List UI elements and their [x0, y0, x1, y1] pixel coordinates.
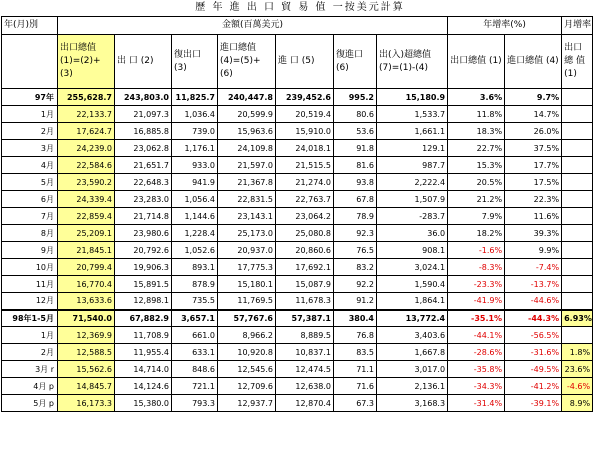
table-cell: 26.0%: [505, 123, 562, 140]
table-cell: [562, 225, 593, 242]
table-cell: 21.2%: [448, 191, 505, 208]
table-cell: 67,882.9: [115, 310, 172, 327]
table-cell: 878.9: [172, 276, 218, 293]
table-row: [2, 174, 593, 191]
table-cell: 81.6: [334, 157, 377, 174]
table-cell: 21,274.0: [276, 174, 334, 191]
table-cell: 23,062.8: [115, 140, 172, 157]
table-cell: 8,889.5: [276, 327, 334, 344]
table-cell: 129.1: [377, 140, 448, 157]
row-label: 8月: [2, 225, 58, 242]
table-cell: 15,891.5: [115, 276, 172, 293]
table-cell: 8.9%: [562, 395, 593, 412]
table-cell: 908.1: [377, 242, 448, 259]
table-cell: 11.8%: [448, 106, 505, 123]
table-cell: 83.5: [334, 344, 377, 361]
row-label: 5月: [2, 174, 58, 191]
table-cell: 15,180.1: [218, 276, 276, 293]
table-cell: [562, 242, 593, 259]
table-cell: 12,709.6: [218, 378, 276, 395]
row-label: 11月: [2, 276, 58, 293]
header-row: [2, 17, 593, 35]
table-cell: 11.6%: [505, 208, 562, 225]
table-cell: 22.3%: [505, 191, 562, 208]
trade-table: [1, 16, 593, 412]
col-import: 進 口 (5): [276, 35, 334, 89]
table-cell: [562, 157, 593, 174]
table-cell: 24,109.8: [218, 140, 276, 157]
table-cell: 255,628.7: [58, 89, 115, 106]
table-cell: 53.6: [334, 123, 377, 140]
row-label: 3月: [2, 140, 58, 157]
table-cell: -41.9%: [448, 293, 505, 310]
table-row: [2, 378, 593, 395]
row-label: 4月 p: [2, 378, 58, 395]
monthly-group-header: 月增率: [562, 17, 593, 35]
table-row: [2, 106, 593, 123]
row-label: 4月: [2, 157, 58, 174]
table-cell: 18.2%: [448, 225, 505, 242]
table-cell: 15.3%: [448, 157, 505, 174]
table-cell: 36.0: [377, 225, 448, 242]
table-cell: -44.3%: [505, 310, 562, 327]
table-row: [2, 327, 593, 344]
table-cell: 15,380.0: [115, 395, 172, 412]
table-cell: 17,692.1: [276, 259, 334, 276]
table-cell: 67.8: [334, 191, 377, 208]
row-label: 1月: [2, 327, 58, 344]
table-cell: 739.0: [172, 123, 218, 140]
table-cell: 20,937.0: [218, 242, 276, 259]
table-cell: [562, 208, 593, 225]
table-cell: 22,831.5: [218, 191, 276, 208]
table-cell: 11,955.4: [115, 344, 172, 361]
table-cell: 92.3: [334, 225, 377, 242]
table-cell: 3,657.1: [172, 310, 218, 327]
table-row: [2, 276, 593, 293]
table-cell: 21,097.3: [115, 106, 172, 123]
table-cell: 14.7%: [505, 106, 562, 123]
table-cell: 71.6: [334, 378, 377, 395]
table-cell: 7.9%: [448, 208, 505, 225]
col-reimport: 復進口 (6): [334, 35, 377, 89]
table-cell: 848.6: [172, 361, 218, 378]
table-cell: 2,222.4: [377, 174, 448, 191]
table-cell: 1,533.7: [377, 106, 448, 123]
table-row: [2, 208, 593, 225]
table-cell: 17,775.3: [218, 259, 276, 276]
row-label: 2月: [2, 344, 58, 361]
table-cell: 21,367.8: [218, 174, 276, 191]
row-label: 2月: [2, 123, 58, 140]
table-row: [2, 259, 593, 276]
table-row: [2, 361, 593, 378]
table-cell: 91.8: [334, 140, 377, 157]
table-cell: 14,714.0: [115, 361, 172, 378]
table-cell: -8.3%: [448, 259, 505, 276]
table-cell: 25,173.0: [218, 225, 276, 242]
table-cell: 23,143.1: [218, 208, 276, 225]
subheader-row: [2, 35, 593, 89]
table-cell: 17,624.7: [58, 123, 115, 140]
table-cell: 67.3: [334, 395, 377, 412]
table-row: [2, 310, 593, 327]
table-cell: 893.1: [172, 259, 218, 276]
table-cell: 22,859.4: [58, 208, 115, 225]
table-cell: 93.8: [334, 174, 377, 191]
table-cell: 22,584.6: [58, 157, 115, 174]
table-cell: 243,803.0: [115, 89, 172, 106]
table-cell: 10,837.1: [276, 344, 334, 361]
table-cell: 3,168.3: [377, 395, 448, 412]
table-cell: 20,799.4: [58, 259, 115, 276]
col-balance: 出(入)超總值 (7)=(1)-(4): [377, 35, 448, 89]
table-cell: 15,963.6: [218, 123, 276, 140]
table-cell: 19,906.3: [115, 259, 172, 276]
table-cell: 1,144.6: [172, 208, 218, 225]
table-cell: 11,769.5: [218, 293, 276, 310]
table-cell: 15,087.9: [276, 276, 334, 293]
table-cell: 76.8: [334, 327, 377, 344]
table-row: [2, 123, 593, 140]
table-cell: 78.9: [334, 208, 377, 225]
col-export-total: 出口總值 (1)=(2)+(3): [58, 35, 115, 89]
table-cell: 9.9%: [505, 242, 562, 259]
col-import-growth: 進口總值 (4): [505, 35, 562, 89]
table-cell: 22,648.3: [115, 174, 172, 191]
table-cell: 1,176.1: [172, 140, 218, 157]
table-cell: -13.7%: [505, 276, 562, 293]
table-cell: 11,678.3: [276, 293, 334, 310]
table-cell: 12,638.0: [276, 378, 334, 395]
table-cell: 16,770.4: [58, 276, 115, 293]
table-cell: -56.5%: [505, 327, 562, 344]
table-cell: 71,540.0: [58, 310, 115, 327]
col-import-total: 進口總值 (4)=(5)+(6): [218, 35, 276, 89]
table-cell: [562, 140, 593, 157]
table-cell: 240,447.8: [218, 89, 276, 106]
table-cell: 239,452.6: [276, 89, 334, 106]
table-cell: 12,369.9: [58, 327, 115, 344]
table-cell: 12,474.5: [276, 361, 334, 378]
table-cell: 1,036.4: [172, 106, 218, 123]
table-cell: 71.1: [334, 361, 377, 378]
table-cell: 92.2: [334, 276, 377, 293]
table-row: [2, 140, 593, 157]
table-cell: 22,763.7: [276, 191, 334, 208]
table-cell: 20,599.9: [218, 106, 276, 123]
table-cell: 16,885.8: [115, 123, 172, 140]
table-cell: 15,562.6: [58, 361, 115, 378]
table-cell: -283.7: [377, 208, 448, 225]
table-cell: 80.6: [334, 106, 377, 123]
col-export-growth: 出口總值 (1): [448, 35, 505, 89]
table-cell: [562, 89, 593, 106]
row-label: 6月: [2, 191, 58, 208]
table-cell: -44.6%: [505, 293, 562, 310]
row-label: 12月: [2, 293, 58, 310]
row-label: 7月: [2, 208, 58, 225]
table-cell: 76.5: [334, 242, 377, 259]
table-cell: 987.7: [377, 157, 448, 174]
table-cell: 1.8%: [562, 344, 593, 361]
table-cell: 12,937.7: [218, 395, 276, 412]
table-cell: 1,052.6: [172, 242, 218, 259]
table-cell: 39.3%: [505, 225, 562, 242]
table-cell: 23.6%: [562, 361, 593, 378]
table-cell: 12,545.6: [218, 361, 276, 378]
period-subheader-blank: [2, 35, 58, 89]
table-cell: 16,173.3: [58, 395, 115, 412]
row-label: 97年: [2, 89, 58, 106]
row-label: 9月: [2, 242, 58, 259]
table-cell: 18.3%: [448, 123, 505, 140]
table-cell: 25,080.8: [276, 225, 334, 242]
table-cell: 23,590.2: [58, 174, 115, 191]
table-cell: 24,018.1: [276, 140, 334, 157]
table-cell: 793.3: [172, 395, 218, 412]
growth-group-header: 年增率(%): [448, 17, 562, 35]
table-cell: [562, 293, 593, 310]
table-cell: 20,519.4: [276, 106, 334, 123]
table-cell: 13,772.4: [377, 310, 448, 327]
table-cell: -39.1%: [505, 395, 562, 412]
table-cell: 23,064.2: [276, 208, 334, 225]
row-label: 10月: [2, 259, 58, 276]
table-cell: [562, 174, 593, 191]
table-cell: 21,515.5: [276, 157, 334, 174]
table-cell: 1,507.9: [377, 191, 448, 208]
table-cell: 17.7%: [505, 157, 562, 174]
col-reexport: 復出口 (3): [172, 35, 218, 89]
table-cell: 1,228.4: [172, 225, 218, 242]
table-cell: -31.4%: [448, 395, 505, 412]
table-cell: 3,403.6: [377, 327, 448, 344]
table-cell: 15,180.9: [377, 89, 448, 106]
col-monthly-growth: 出口總 值 (1): [562, 35, 593, 89]
table-cell: 91.2: [334, 293, 377, 310]
col-export: 出 口 (2): [115, 35, 172, 89]
row-label: 5月 p: [2, 395, 58, 412]
row-label: 1月: [2, 106, 58, 123]
table-cell: 1,056.4: [172, 191, 218, 208]
table-row: [2, 344, 593, 361]
table-cell: 735.5: [172, 293, 218, 310]
table-cell: 10,920.8: [218, 344, 276, 361]
table-row: [2, 89, 593, 106]
table-cell: 24,239.0: [58, 140, 115, 157]
table-cell: 15,910.0: [276, 123, 334, 140]
table-row: [2, 191, 593, 208]
table-cell: 633.1: [172, 344, 218, 361]
table-row: [2, 242, 593, 259]
table-cell: 25,209.1: [58, 225, 115, 242]
table-cell: -41.2%: [505, 378, 562, 395]
table-cell: -28.6%: [448, 344, 505, 361]
table-cell: -35.8%: [448, 361, 505, 378]
table-row: [2, 395, 593, 412]
table-cell: 11,825.7: [172, 89, 218, 106]
table-row: [2, 225, 593, 242]
table-cell: 22,133.7: [58, 106, 115, 123]
table-cell: 12,870.4: [276, 395, 334, 412]
table-cell: 21,597.0: [218, 157, 276, 174]
table-cell: 721.1: [172, 378, 218, 395]
table-cell: 995.2: [334, 89, 377, 106]
table-cell: 12,898.1: [115, 293, 172, 310]
table-cell: [562, 191, 593, 208]
table-cell: [562, 259, 593, 276]
table-cell: 2,136.1: [377, 378, 448, 395]
table-cell: 21,651.7: [115, 157, 172, 174]
table-cell: 20,860.6: [276, 242, 334, 259]
table-cell: 380.4: [334, 310, 377, 327]
table-cell: -31.6%: [505, 344, 562, 361]
table-row: [2, 293, 593, 310]
table-cell: 23,283.0: [115, 191, 172, 208]
row-label: 98年1-5月: [2, 310, 58, 327]
table-cell: 941.9: [172, 174, 218, 191]
table-cell: 11,708.9: [115, 327, 172, 344]
table-cell: 9.7%: [505, 89, 562, 106]
row-label: 3月 r: [2, 361, 58, 378]
table-cell: -49.5%: [505, 361, 562, 378]
table-cell: 1,667.8: [377, 344, 448, 361]
table-cell: 20,792.6: [115, 242, 172, 259]
table-cell: 57,387.1: [276, 310, 334, 327]
table-cell: 8,966.2: [218, 327, 276, 344]
table-cell: 3.6%: [448, 89, 505, 106]
table-cell: 661.0: [172, 327, 218, 344]
table-cell: 57,767.6: [218, 310, 276, 327]
table-cell: 20.5%: [448, 174, 505, 191]
table-row: [2, 157, 593, 174]
table-cell: -35.1%: [448, 310, 505, 327]
table-cell: -4.6%: [562, 378, 593, 395]
table-cell: [562, 106, 593, 123]
table-cell: 6.93%: [562, 310, 593, 327]
table-cell: -1.6%: [448, 242, 505, 259]
table-cell: 13,633.6: [58, 293, 115, 310]
table-cell: 23,980.6: [115, 225, 172, 242]
period-header: 年(月)別: [2, 17, 58, 35]
table-cell: 12,588.5: [58, 344, 115, 361]
table-cell: 3,024.1: [377, 259, 448, 276]
table-cell: 24,339.4: [58, 191, 115, 208]
table-cell: 37.5%: [505, 140, 562, 157]
table-cell: 3,017.0: [377, 361, 448, 378]
table-cell: 14,124.6: [115, 378, 172, 395]
table-cell: -34.3%: [448, 378, 505, 395]
table-cell: 21,845.1: [58, 242, 115, 259]
table-cell: 933.0: [172, 157, 218, 174]
table-cell: 83.2: [334, 259, 377, 276]
table-cell: 1,661.1: [377, 123, 448, 140]
amount-group-header: 金額(百萬美元): [58, 17, 448, 35]
table-cell: -44.1%: [448, 327, 505, 344]
table-cell: -23.3%: [448, 276, 505, 293]
table-cell: 21,714.8: [115, 208, 172, 225]
table-cell: 1,590.4: [377, 276, 448, 293]
table-cell: [562, 123, 593, 140]
table-cell: 1,864.1: [377, 293, 448, 310]
table-cell: [562, 276, 593, 293]
table-cell: -7.4%: [505, 259, 562, 276]
page-title: 歷 年 進 出 口 貿 易 值 一按美元計算: [195, 2, 405, 13]
table-cell: 14,845.7: [58, 378, 115, 395]
table-cell: 17.5%: [505, 174, 562, 191]
table-cell: 22.7%: [448, 140, 505, 157]
table-cell: [562, 327, 593, 344]
